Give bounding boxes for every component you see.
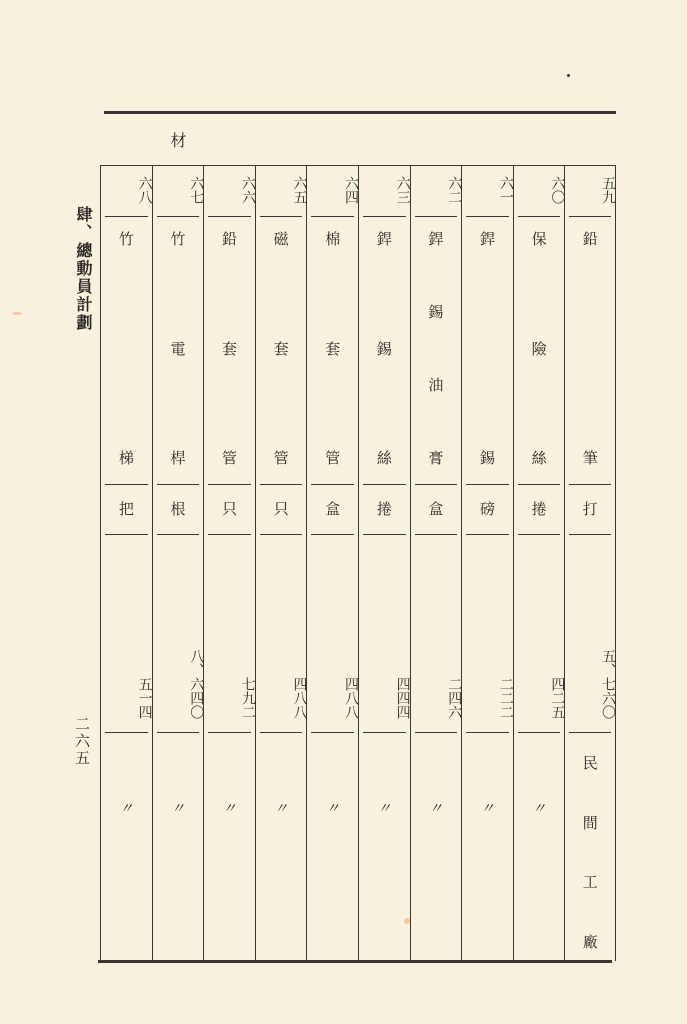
item-name bbox=[153, 228, 204, 468]
item-name-char: 管 bbox=[325, 449, 341, 467]
cell-divider bbox=[518, 484, 561, 485]
item-name bbox=[462, 228, 513, 468]
paper-stain bbox=[12, 312, 22, 315]
item-unit: 只 bbox=[273, 500, 289, 518]
cell-divider bbox=[569, 216, 611, 217]
ditto-mark: 〃 bbox=[377, 801, 392, 817]
item-maker bbox=[565, 752, 615, 952]
item-name-char: 桿 bbox=[170, 449, 186, 467]
item-name-char: 保 bbox=[531, 230, 547, 248]
item-unit: 根 bbox=[170, 500, 186, 518]
item-name-char: 銲 bbox=[376, 230, 392, 248]
page-number: 二六五 bbox=[73, 716, 91, 767]
item-number: 六三 bbox=[394, 176, 411, 204]
item-name bbox=[565, 228, 615, 468]
item-name-char: 油 bbox=[428, 376, 444, 394]
item-name-char: 管 bbox=[222, 449, 238, 467]
item-maker-char: 間 bbox=[582, 813, 598, 832]
ditto-mark: 〃 bbox=[119, 801, 134, 817]
item-name-char: 銲 bbox=[428, 230, 444, 248]
item-name-char: 膏 bbox=[428, 449, 444, 467]
ditto-mark: 〃 bbox=[480, 801, 495, 817]
cell-divider bbox=[569, 732, 611, 733]
item-unit: 磅 bbox=[480, 500, 496, 518]
cell-divider bbox=[105, 216, 148, 217]
ditto-mark: 〃 bbox=[325, 801, 340, 817]
item-name-char: 銲 bbox=[480, 230, 496, 248]
table-row bbox=[410, 166, 462, 961]
item-name-char: 鉛 bbox=[582, 230, 598, 248]
item-name-char: 套 bbox=[222, 339, 238, 358]
item-unit: 只 bbox=[222, 500, 238, 518]
cell-divider bbox=[157, 534, 200, 535]
cell-divider bbox=[208, 732, 251, 733]
cell-divider bbox=[311, 534, 354, 535]
item-number: 六五 bbox=[291, 176, 308, 204]
item-name-char: 管 bbox=[273, 449, 289, 467]
ditto-mark: 〃 bbox=[274, 801, 289, 817]
item-unit: 把 bbox=[118, 500, 134, 518]
item-unit: 打 bbox=[582, 500, 598, 518]
item-name-char: 絲 bbox=[376, 449, 392, 467]
item-quantity: 五一四 bbox=[136, 677, 153, 719]
cell-divider bbox=[466, 484, 509, 485]
table-row bbox=[461, 166, 513, 961]
cell-divider bbox=[569, 534, 611, 535]
item-name-char: 絲 bbox=[531, 449, 547, 467]
table-row bbox=[255, 166, 307, 961]
item-name-char: 梯 bbox=[118, 449, 134, 467]
cell-divider bbox=[157, 484, 200, 485]
item-quantity: 四八八 bbox=[343, 677, 360, 719]
item-quantity: 四二五 bbox=[549, 677, 566, 719]
item-number: 六〇 bbox=[549, 176, 566, 204]
ink-dot bbox=[567, 74, 570, 77]
ditto-mark: 〃 bbox=[170, 801, 185, 817]
item-name-char: 錫 bbox=[428, 303, 444, 321]
cell-divider bbox=[466, 216, 509, 217]
item-name bbox=[204, 228, 255, 468]
cell-divider bbox=[363, 732, 406, 733]
table-row bbox=[203, 166, 255, 961]
item-quantity: 七九二 bbox=[239, 677, 256, 719]
cell-divider bbox=[569, 484, 611, 485]
item-name-char: 險 bbox=[531, 339, 547, 358]
item-name-char: 竹 bbox=[170, 230, 186, 248]
cell-divider bbox=[466, 534, 509, 535]
cell-divider bbox=[415, 216, 458, 217]
cell-divider bbox=[260, 216, 303, 217]
item-quantity: 五、七六〇 bbox=[600, 649, 616, 719]
cell-divider bbox=[415, 534, 458, 535]
table-row bbox=[152, 166, 204, 961]
table-row bbox=[358, 166, 410, 961]
item-maker-char: 工 bbox=[582, 873, 598, 892]
item-unit: 捲 bbox=[531, 500, 547, 518]
ditto-mark: 〃 bbox=[428, 801, 443, 817]
item-name bbox=[307, 228, 358, 468]
section-title: 肆、總動員計劃 bbox=[74, 206, 93, 332]
item-name bbox=[256, 228, 307, 468]
cell-divider bbox=[260, 484, 303, 485]
item-number: 六七 bbox=[188, 176, 205, 204]
ditto-mark: 〃 bbox=[222, 801, 237, 817]
table-row bbox=[513, 166, 565, 961]
item-name-char: 電 bbox=[170, 339, 186, 358]
bottom-rule bbox=[98, 960, 612, 963]
item-unit: 盒 bbox=[325, 500, 341, 518]
cell-divider bbox=[466, 732, 509, 733]
cell-divider bbox=[260, 534, 303, 535]
item-number: 五九 bbox=[600, 176, 616, 204]
item-name-char: 鉛 bbox=[222, 230, 238, 248]
category-label: 材 bbox=[168, 132, 187, 150]
item-name-char: 套 bbox=[325, 339, 341, 358]
item-name-char: 錫 bbox=[480, 449, 496, 467]
cell-divider bbox=[208, 484, 251, 485]
cell-divider bbox=[208, 534, 251, 535]
cell-divider bbox=[157, 732, 200, 733]
item-name bbox=[514, 228, 565, 468]
cell-divider bbox=[208, 216, 251, 217]
item-name bbox=[411, 228, 462, 468]
materials-table bbox=[100, 165, 616, 961]
item-quantity: 四四四 bbox=[394, 677, 411, 719]
cell-divider bbox=[363, 216, 406, 217]
item-name-char: 套 bbox=[273, 339, 289, 358]
cell-divider bbox=[363, 534, 406, 535]
cell-divider bbox=[105, 534, 148, 535]
table-row bbox=[100, 166, 152, 961]
ditto-mark: 〃 bbox=[532, 801, 547, 817]
table-row bbox=[564, 166, 616, 961]
item-name bbox=[101, 228, 152, 468]
item-unit: 盒 bbox=[428, 500, 444, 518]
top-rule bbox=[104, 111, 616, 114]
cell-divider bbox=[105, 484, 148, 485]
cell-divider bbox=[260, 732, 303, 733]
cell-divider bbox=[311, 216, 354, 217]
item-number: 六一 bbox=[497, 176, 514, 204]
item-number: 六四 bbox=[343, 176, 360, 204]
cell-divider bbox=[157, 216, 200, 217]
item-name-char: 筆 bbox=[582, 449, 598, 467]
cell-divider bbox=[518, 534, 561, 535]
item-maker-char: 廠 bbox=[582, 932, 598, 951]
cell-divider bbox=[311, 484, 354, 485]
table-row bbox=[306, 166, 358, 961]
cell-divider bbox=[415, 484, 458, 485]
item-number: 六六 bbox=[239, 176, 256, 204]
item-name-char: 竹 bbox=[118, 230, 134, 248]
cell-divider bbox=[363, 484, 406, 485]
item-name bbox=[359, 228, 410, 468]
cell-divider bbox=[415, 732, 458, 733]
item-name-char: 錫 bbox=[376, 339, 392, 358]
item-quantity: 四八八 bbox=[291, 677, 308, 719]
item-name-char: 棉 bbox=[325, 230, 341, 248]
cell-divider bbox=[105, 732, 148, 733]
item-number: 六二 bbox=[446, 176, 463, 204]
item-unit: 捲 bbox=[376, 500, 392, 518]
cell-divider bbox=[518, 216, 561, 217]
item-name-char: 磁 bbox=[273, 230, 289, 248]
item-quantity: 八、六四〇 bbox=[188, 649, 205, 719]
item-quantity: 二四六 bbox=[446, 677, 463, 719]
item-maker-char: 民 bbox=[582, 754, 598, 772]
cell-divider bbox=[518, 732, 561, 733]
item-number: 六八 bbox=[136, 176, 153, 204]
cell-divider bbox=[311, 732, 354, 733]
item-quantity: 二二二 bbox=[497, 677, 514, 719]
